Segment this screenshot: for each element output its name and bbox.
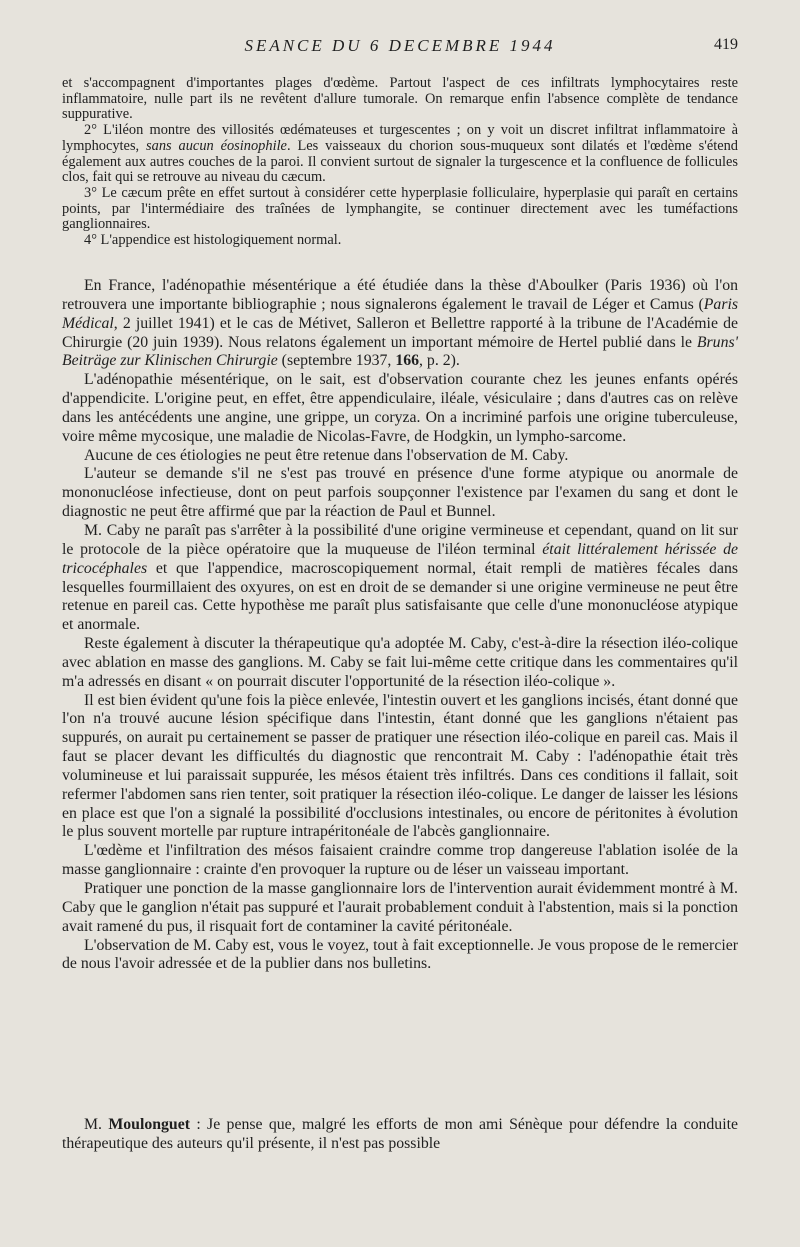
text: 2° L'iléon montre des villosités œdémateuses et turgescentes ; on y voit un discret infiltrat inflammatoire à lymphocytes, [62, 122, 738, 154]
text: , p. 2). [419, 352, 460, 370]
paragraph [62, 692, 738, 843]
emphasis: était littéralement hérissée de tricocéphales [62, 540, 739, 577]
paragraph [62, 522, 738, 635]
paragraph [62, 465, 738, 522]
text: Aucune de ces étiologies ne peut être retenue dans l'observation de M. Caby. [84, 446, 569, 464]
text: : Je pense que, malgré les efforts de mon ami Sénèque pour défendre la conduite thérapeutique des auteurs qu'il présente, il n'est pas possible [62, 1116, 738, 1152]
text: L'adénopathie mésentérique, on le sait, est d'observation courante chez les jeunes enfants opérés d'appendicite. L'origine peut, en effet, être appendiculaire, iléale, vésiculaire ; dans d'autres cas on relève dans les antécédents une angine, une grippe, un coryza. On a incriminé parfois une origine tuberculeuse, voire même mycosique, une maladie de Nicolas-Favre, de Hodgkin, un lympho-sarcome. [62, 371, 738, 445]
paragraph [62, 277, 738, 371]
report-body [62, 277, 738, 974]
paragraph [62, 123, 738, 186]
text: (septembre 1937, [277, 352, 396, 370]
text: L'œdème et l'infiltration des mésos faisaient craindre comme trop dangereuse l'ablation isolée de la masse ganglionnaire : crainte d'en provoquer la rupture ou de léser un vaisseau important. [62, 842, 738, 879]
speaker-name: Moulonguet [108, 1116, 190, 1133]
page-number: 419 [714, 36, 738, 53]
text: et que l'appendice, macroscopiquement normal, était rempli de matières fécales dans lesquelles fourmillaient des oxyures, on est en droit de se demander si une origine vermineuse ne peut être retenue en pareil cas. Cette hypothèse me paraît plus satisfaisante que celle d'une mononucléose atypique et anormale. [62, 559, 738, 634]
running-title: SEANCE DU 6 DECEMBRE 1944 [244, 36, 556, 55]
text: et s'accompagnent d'importantes plages d'œdème. Partout l'aspect de ces infiltrats lymphocytaires reste inflammatoire, nulle part ils ne revêtent d'allure tumorale. On remarque enfin l'absence complète de tendance suppurative. [62, 75, 738, 123]
running-head [0, 36, 800, 64]
paragraph [62, 233, 738, 249]
paragraph [62, 76, 738, 123]
text: L'auteur se demande s'il ne s'est pas trouvé en présence d'une forme atypique ou anormale de mononucléose infectieuse, dont on peut parfois soupçonner l'existence par l'examen du sang et dont le diagnostic ne peut être affirmé que par la réaction de Paul et Bunnel. [62, 465, 738, 521]
discussion-paragraph [62, 1116, 738, 1154]
text: Il est bien évident qu'une fois la pièce enlevée, l'intestin ouvert et les ganglions incisés, étant donné que l'on n'a trouvé aucune lésion spécifique dans l'intestin, étant donné que les ganglions n'étaient pas suppurés, on aurait pu certainement se passer de pratiquer une résection iléo-colique en pareil cas. Mais il faut se placer devant les difficultés du diagnostic que rencontrait M. Caby : l'adénopathie était très volumineuse et lui paraissait suppurée, les mésos étaient très infiltrés. Dans ces conditions il fallait, soit refermer l'abdomen sans rien tenter, soit pratiquer la résection iléo-colique. Le danger de laisser les lésions en place est que l'on a signalé la possibilité d'occlusions intestinales, ou encore de péritonites à évolution le plus souvent mortelle par rupture intrapéritonéale de l'abcès ganglionnaire. [62, 691, 738, 841]
text: . Les vaisseaux du chorion sous-muqueux sont dilatés et l'œdème s'étend également aux autres couches de la paroi. Il convient surtout de signaler la turgescence et la confluence de follicules clos, fait qui se retrouve au niveau du cæcum. [62, 137, 738, 186]
text: , 2 juillet 1941) et le cas de Métivet, Salleron et Bellettre rapporté à la tribune de l'Académie de Chirurgie (20 juin 1939). Nous relatons également un important mémoire de Hertel publié dans le [62, 314, 738, 351]
emphasis: sans aucun éosinophile [146, 137, 287, 154]
paragraph [62, 880, 738, 937]
paragraph [62, 371, 738, 446]
text: Reste également à discuter la thérapeutique qu'a adoptée M. Caby, c'est-à-dire la résection iléo-colique avec ablation en masse des ganglions. M. Caby se fait lui-même cette critique dans les commentaires qu'il m'a adressés en disant « on pourrait discuter l'opportunité de la résection iléo-colique ». [62, 635, 738, 690]
text: L'observation de M. Caby est, vous le voyez, tout à fait exceptionnelle. Je vous propose de le remercier de nous l'avoir adressée et de la publier dans nos bulletins. [62, 936, 738, 973]
paragraph [62, 447, 738, 466]
discussion [62, 1116, 738, 1154]
paragraph [62, 186, 738, 233]
text: En France, l'adénopathie mésentérique a été étudiée dans la thèse d'Aboulker (Paris 1936) où l'on retrouvera une importante bibliographie ; nous signalerons également le travail de Léger et Camus ( [62, 277, 738, 313]
volume-number: 166 [395, 352, 420, 370]
paragraph [62, 635, 738, 692]
journal-title: Bruns' Beiträge zur Klinischen Chirurgie [62, 333, 738, 370]
journal-title: Paris Médical [62, 295, 738, 332]
paragraph [62, 937, 738, 975]
text: Pratiquer une ponction de la masse ganglionnaire lors de l'intervention aurait évidemment montré à M. Caby que le ganglion n'était pas suppuré et l'aurait probablement conduit à l'abstention, mais si la ponction avait ramené du pus, il risquait fort de contaminer la cavité péritonéale. [62, 880, 738, 935]
text: 4° L'appendice est histologiquement normal. [84, 232, 342, 249]
speaker-prefix: M. [84, 1116, 109, 1133]
histology-findings [62, 76, 738, 249]
text: M. Caby ne paraît pas s'arrêter à la possibilité d'une origine vermineuse et cependant, quand on lit sur le protocole de la pièce opératoire que la muqueuse de l'iléon terminal [62, 521, 738, 558]
paragraph [62, 842, 738, 880]
text: 3° Le cæcum prête en effet surtout à considérer cette hyperplasie folliculaire, hyperplasie qui paraît en certains points, par l'intermédiaire des traînées de lymphangite, se continuer directement avec les tuméfactions ganglionnaires. [62, 184, 738, 233]
